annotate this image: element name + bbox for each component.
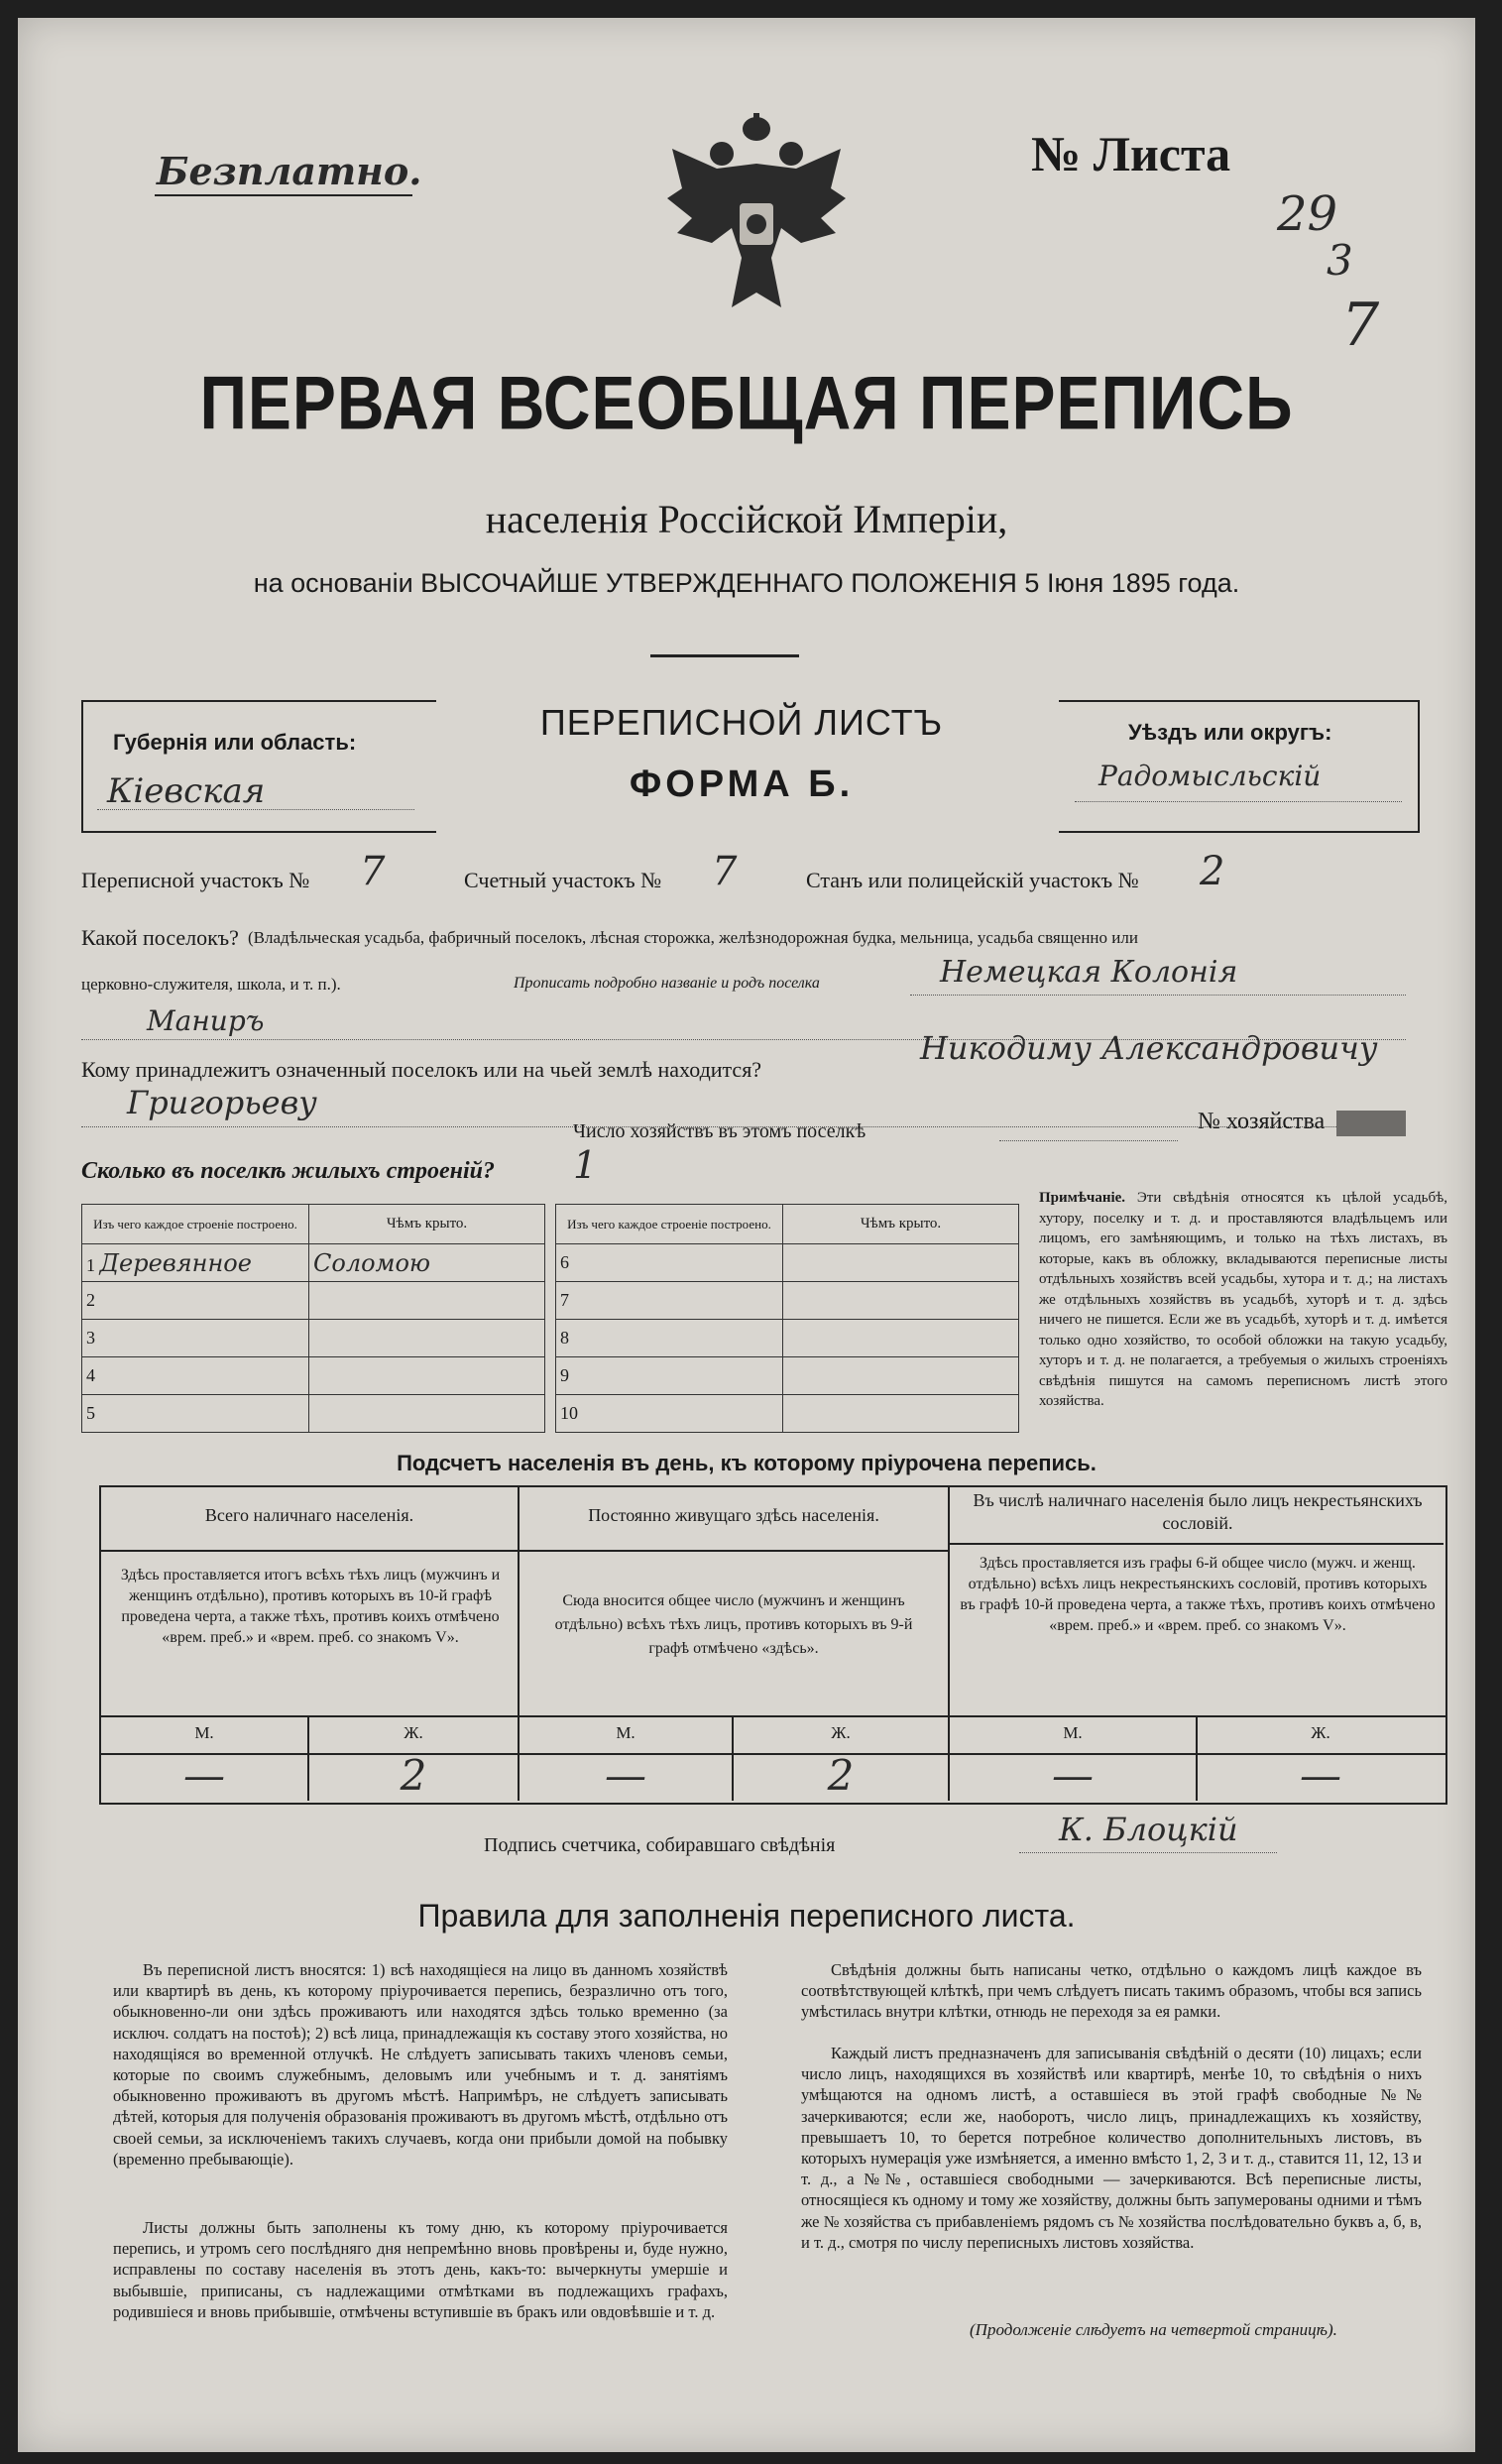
count-head-line-1	[99, 1550, 950, 1552]
table-row	[82, 1395, 545, 1433]
table-row	[556, 1357, 1019, 1395]
count-value-f-permanent: 2	[827, 1751, 855, 1800]
page-subtitle: населенія Россійской Имперіи,	[485, 497, 1008, 541]
signature-value: К. Блоцкій	[1059, 1811, 1238, 1848]
uezd-label: Уѣздъ или округъ:	[1128, 720, 1332, 745]
row-material: Деревянное	[99, 1248, 252, 1277]
settlement-hint-1: (Владѣльческая усадьба, фабричный поселокъ, лѣсная сторожка, желѣзнодорожная будка, мельница, усадьба священно или	[248, 928, 1138, 947]
signature-line	[1019, 1852, 1277, 1853]
note-text: Эти свѣдѣнія относятся къ цѣлой усадьбѣ, хутору, поселку и т. д. и проставляются владѣльцемъ или лицомъ, его замѣняющимъ, и только на тѣхъ листахъ, въ которые, какъ въ обложку, вкладываются переписные листы отдѣльныхъ хозяйствъ всей усадьбы, хутора и т. д.; на листахъ же отдѣльныхъ хозяйствъ въ усадьбѣ, хуторѣ и т. д. здѣсь ничего не пишется. Если же въ усадьбѣ, хуторѣ и т. д. имѣется только одно хозяйство, то особой обложки на такую усадьбу, хуторъ и т. д. не полагается, а требуемыя о жилыхъ строеніяхъ свѣдѣнія пишутся на самомъ переписномъ листѣ этого хозяйства.	[1039, 1190, 1448, 1409]
buildings-table-left	[81, 1204, 545, 1433]
table-row	[82, 1282, 545, 1320]
row-number: 10	[556, 1395, 783, 1433]
double-headed-eagle-icon	[662, 109, 851, 337]
col-roof-head: Чѣмъ крыто.	[783, 1205, 1019, 1244]
table-row	[556, 1320, 1019, 1357]
row-roof	[309, 1320, 545, 1357]
count-mf-line	[99, 1715, 1445, 1717]
count-value-f-nonpeasant: —	[1300, 1751, 1341, 1800]
row-roof	[309, 1282, 545, 1320]
basis-line: на основаніи ВЫСОЧАЙШЕ УТВЕРЖДЕННАГО ПОЛОЖЕНІЯ 5 Іюня 1895 года.	[253, 568, 1240, 598]
form-title: ПЕРЕПИСНОЙ ЛИСТЪ	[539, 702, 944, 743]
count-m-3: М.	[1063, 1723, 1083, 1742]
row-roof	[783, 1244, 1019, 1282]
household-no-redacted	[1336, 1111, 1406, 1136]
free-label: Безплатно.	[157, 149, 422, 193]
settlement-label: Какой поселокъ?	[81, 925, 239, 950]
table-row	[82, 1244, 545, 1282]
stan-value: 2	[1200, 849, 1225, 894]
row-roof	[309, 1357, 545, 1395]
gubernia-box	[81, 700, 436, 833]
count-value-f-present: 2	[400, 1751, 427, 1800]
census-area-value: 7	[360, 849, 386, 894]
buildings-table-right	[555, 1204, 1019, 1433]
count-col2-head: Постоянно живущаго здѣсь населенія.	[588, 1505, 879, 1525]
row-number: 4	[82, 1357, 309, 1395]
count-value-m-nonpeasant: —	[1052, 1751, 1094, 1800]
count-col2-text: Сюда вносится общее число (мужчинъ и женщинъ отдѣльно) всѣхъ тѣхъ лицъ, противъ которыхъ въ 9-й графѣ отмѣчено «здѣсь».	[554, 1592, 913, 1657]
signature-label: Подпись счетчика, собиравшаго свѣдѣнія	[484, 1834, 836, 1856]
table-row	[82, 1357, 545, 1395]
census-sheet	[18, 18, 1475, 2452]
uezd-line	[1075, 801, 1402, 802]
count-m-2: М.	[616, 1723, 635, 1742]
count-col1-text: Здѣсь проставляется итогъ всѣхъ тѣхъ лицъ (мужчинъ и женщинъ отдѣльно), противъ которыхъ въ 10-й графѣ проведена черта, а также тѣхъ, противъ коихъ отмѣчено «врем. преб.» и «врем. преб. со знакомъ V».	[120, 1567, 501, 1646]
uezd-value: Радомысльскій	[1098, 760, 1322, 792]
gubernia-label: Губернія или область:	[113, 730, 357, 755]
free-underline	[155, 194, 412, 196]
table-row	[556, 1395, 1019, 1433]
sheet-number-value-3: 7	[1341, 291, 1380, 360]
sheet-number-label: № Листа	[1031, 126, 1231, 181]
owner-value-2: Григорьеву	[127, 1084, 317, 1121]
count-value-m-permanent: —	[605, 1751, 646, 1800]
count-title: Подсчетъ населенія въ день, къ которому пріурочена перепись.	[397, 1451, 1097, 1475]
form-letter: ФОРМА Б.	[629, 763, 855, 805]
sheet-number-value-2: 3	[1327, 236, 1353, 285]
row-roof	[783, 1357, 1019, 1395]
gubernia-line	[97, 809, 414, 810]
row-roof	[783, 1395, 1019, 1433]
col-material-head: Изъ чего каждое строеніе построено.	[556, 1205, 783, 1244]
owner-value-1: Никодиму Александровичу	[920, 1029, 1378, 1067]
count-head-line-2	[948, 1543, 1444, 1545]
settlement-value-1: Немецкая Колонія	[940, 955, 1238, 990]
page-title: ПЕРВАЯ ВСЕОБЩАЯ ПЕРЕПИСЬ	[199, 360, 1294, 445]
row-number: 2	[82, 1282, 309, 1320]
settlement-hint-2: церковно-служителя, школа, и т. п.).	[81, 975, 341, 994]
count-f-2: Ж.	[831, 1723, 851, 1742]
rules-left-2: Листы должны быть заполнены къ тому дню, къ которому пріурочивается перепись, и утромъ сего послѣдняго дня непремѣнно вновь провѣрены и, буде нужно, исправлены по составу населенія въ этотъ день, какъ-то: вычеркнуты умершіе и выбывшіе, приписаны, съ надлежащими отмѣтками въ подлежащихъ графахъ, родившіеся и вновь прибывшіе, отмѣчены вступившіе въ бракъ или овдовѣвшіе и т. д.	[113, 2218, 728, 2321]
rules-left-1: Въ переписной листъ вносятся: 1) всѣ находящіеся на лицо въ данномъ хозяйствѣ или квартирѣ въ день, къ которому пріурочивается перепись, безразлично отъ того, обыкновенно-ли они здѣсь проживаютъ или находятся здѣсь только временно (за исключ. солдатъ на постоѣ); 2) всѣ лица, принадлежащія къ составу этого хозяйства, но находящіяся во временной отлучкѣ. Не слѣдуетъ записывать такихъ членовъ семьи, которые по своимъ служебнымъ, деловымъ или учебнымъ и т. д. занятіямъ обыкновенно проживаютъ въ другомъ мѣстѣ. Напримѣръ, не слѣдуетъ записывать дѣтей, которыя для полученія образованія проживаютъ въ другомъ мѣстѣ, отдѣльно отъ своей семьи, за исключеніемъ такихъ случаевъ, когда они прибыли домой на побывку (временно пребывающіе).	[113, 1960, 728, 2169]
count-col3-head: Въ числѣ наличнаго населенія было лицъ некрестьянскихъ сословій.	[973, 1490, 1423, 1533]
census-area-label: Переписной участокъ №	[81, 868, 310, 892]
count-area-value: 7	[712, 849, 738, 894]
rules-title: Правила для заполненія переписного листа.	[417, 1898, 1076, 1934]
count-area-label: Счетный участокъ №	[464, 868, 662, 892]
col-material-head: Изъ чего каждое строеніе построено.	[82, 1205, 309, 1244]
settlement-hint-3: Прописать подробно названіе и родъ поселка	[514, 975, 820, 992]
table-row	[556, 1244, 1019, 1282]
buildings-label: Сколько въ поселкѣ жилыхъ строеній?	[81, 1158, 495, 1184]
rules-right-1: Свѣдѣнія должны быть написаны четко, отдѣльно о каждомъ лицѣ каждое въ соотвѣтствующей клѣткѣ, при чемъ слѣдуетъ писать такимъ образомъ, чтобы вся запись умѣстилась внутри клѣтки, отнюдь не переходя за ея рамки.	[801, 1960, 1422, 2022]
row-number: 7	[556, 1282, 783, 1320]
households-label: Число хозяйствъ въ этомъ поселкѣ	[573, 1120, 867, 1142]
table-row	[556, 1282, 1019, 1320]
count-m-1: М.	[194, 1723, 214, 1742]
households-line	[999, 1140, 1178, 1141]
row-roof	[309, 1395, 545, 1433]
note-lead: Примѣчаніе.	[1039, 1190, 1126, 1206]
row-number: 8	[556, 1320, 783, 1357]
count-f-3: Ж.	[1311, 1723, 1330, 1742]
count-value-m-present: —	[183, 1751, 225, 1800]
owner-label: Кому принадлежитъ означенный поселокъ или на чьей землѣ находится?	[81, 1057, 762, 1082]
row-number: 1	[86, 1254, 95, 1275]
row-number: 3	[82, 1320, 309, 1357]
rules-right-2: Каждый листъ предназначенъ для записыванія свѣдѣній о десяти (10) лицахъ; если число лицъ, находящихся въ хозяйствѣ или квартирѣ, менѣе 10, то свѣдѣнія о нихъ умѣщаются на одномъ листѣ, а оставшіеся въ этой графѣ свободные №№ зачеркиваются; если же, наоборотъ, число лицъ, принадлежащихъ къ хозяйству, превышаетъ 10, то берется потребное количество дополнительныхъ листовъ, въ которыхъ нумерація уже измѣняется, а именно вмѣсто 1, 2, 3 и т. д., ставится 11, 12, 13 и т. д., а №№, оставшіеся свободными — зачеркиваются. Всѣ переписные листы, относящіеся къ одному и тому же хозяйству, должны быть запумерованы одними и тѣмъ же № хозяйства съ прибавленіемъ рядомъ съ № хозяйства послѣдовательно буквъ а, б, в, и т. д., смотря по числу переписныхъ листовъ хозяйства.	[801, 2044, 1422, 2252]
buildings-value: 1	[573, 1143, 598, 1187]
gubernia-value: Кіевская	[107, 771, 266, 811]
row-roof: Соломою	[309, 1244, 545, 1282]
settlement-line-1	[910, 995, 1406, 996]
note-block	[1039, 1188, 1447, 1412]
row-number: 9	[556, 1357, 783, 1395]
settlement-value-2: Маниръ	[147, 1004, 265, 1037]
count-col1-head: Всего наличнаго населенія.	[204, 1505, 414, 1525]
rules-continued: (Продолженіе слѣдуетъ на четвертой страницѣ).	[970, 2320, 1337, 2339]
row-roof	[783, 1320, 1019, 1357]
row-roof	[783, 1282, 1019, 1320]
col-roof-head: Чѣмъ крыто.	[309, 1205, 545, 1244]
divider	[650, 654, 799, 657]
household-no-label: № хозяйства	[1198, 1109, 1326, 1134]
count-col3-text: Здѣсь проставляется изъ графы 6-й общее число (мужч. и женщ. отдѣльно) всѣхъ лицъ некрестьянскихъ сословій, противъ которыхъ въ графѣ 10-й проведена черта, а также тѣхъ, противъ коихъ отмѣчено «врем. преб.» и «врем. преб. со знакомъ V».	[960, 1555, 1436, 1634]
row-number: 6	[556, 1244, 783, 1282]
stan-label: Станъ или полицейскій участокъ №	[806, 868, 1139, 892]
sheet-number-value-1: 29	[1277, 186, 1338, 242]
table-row	[82, 1320, 545, 1357]
row-number: 5	[82, 1395, 309, 1433]
count-f-1: Ж.	[404, 1723, 423, 1742]
